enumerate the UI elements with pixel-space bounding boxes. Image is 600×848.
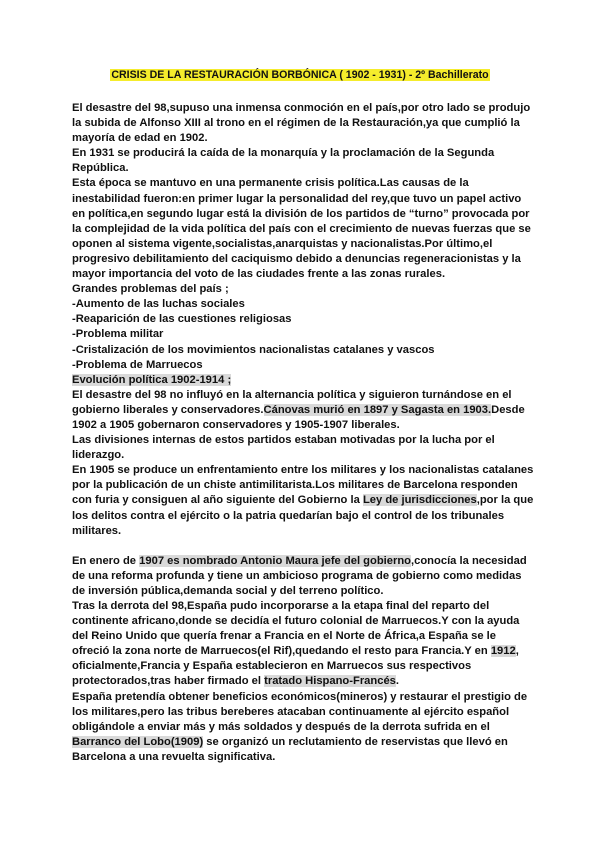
marruecos-text-a: Tras la derrota del 98,España pudo incorporarse a la etapa final del reparto del continente africano,donde se decidía el futuro colonial de Marruecos.Y con la ayuda del Reino Unido que quería frenar a Francia en el Norte de África,a España se le ofreció la zona norte de Marruecos(el Rif),quedando el resto para Francia.Y en: [72, 600, 520, 658]
paragraph-divisiones: Las divisiones internas de estos partidos estaban motivadas por la lucha por el liderazgo.: [72, 434, 495, 462]
paragraph-causes: Esta época se mantuvo en una permanente crisis política.Las causas de la inestabilidad fueron:en primer lugar la personalidad del rey,que tuvo un papel activo en política,en segundo lugar está la división de los partidos de “turno” provocada por la complejidad de la vida política del país con el crecimiento de nuevas fuerzas que se oponen al sistema vigente,socialistas,anarquistas y nacionalistas.Por último,el progresivo debilitamiento del caciquismo debido a denuncias regeneracionistas y la mayor importancia del voto de las ciudades frente a las zonas rurales.: [72, 177, 531, 281]
maura-text-a: En enero de: [72, 554, 140, 567]
alternancia-text-b: Desde 1902 a 1905 gobernaron conservadores y 1905-1907 liberales.: [72, 403, 525, 431]
blank-line: [72, 539, 534, 554]
highlight-tratado: tratado Hispano-Francés: [264, 675, 396, 688]
evolution-heading-text: Evolución política 1902-1914 ;: [72, 373, 232, 386]
document-body: [72, 101, 534, 765]
problem-item: -Cristalización de los movimientos nacionalistas catalanes y vascos: [72, 343, 435, 356]
highlight-barranco-lobo: Barranco del Lobo(1909): [72, 735, 204, 748]
problems-heading: Grandes problemas del país ;: [72, 283, 229, 296]
p1905-text-a: En 1905 se produce un enfrentamiento entre los militares y los nacionalistas catalanes por la publicación de un chiste antimilitarista.Los militares de Barcelona responden con furia y consiguen al año siguiente del Gobierno la: [72, 464, 534, 507]
barranco-text-a: España pretendía obtener beneficios económicos(mineros) y restaurar el prestigio de los militares,pero las tribus bereberes atacaban continuamente al ejército español obligándole a enviar más y más soldados y después de la derrota sufrida en el: [72, 690, 528, 733]
problem-item: -Reaparición de las cuestiones religiosas: [72, 313, 292, 326]
alternancia-text-a: El desastre del 98 no influyó en la alternancia política y siguieron turnándose en el gobierno liberales y conservadores.: [72, 388, 512, 416]
document-title: [0, 69, 600, 82]
highlight-canovas-sagasta: Cánovas murió en 1897 y Sagasta en 1903.: [263, 403, 492, 416]
paragraph-maura: [72, 554, 534, 599]
p1905-text-b: ,por la que los delitos contra el ejército o la patria quedarían bajo el control de los tribunales militares.: [72, 494, 534, 537]
highlight-ley-jurisdicciones: Ley de jurisdicciones: [362, 494, 477, 507]
paragraph-1905: [72, 463, 534, 538]
barranco-text-b: se organizó un reclutamiento de reservistas que llevó en Barcelona a una revuelta significativa.: [72, 735, 508, 763]
marruecos-text-b: , oficialmente,Francia y España establecieron en Marruecos sus respectivos protectorados,tras haber firmado el: [72, 645, 519, 688]
highlight-maura: 1907 es nombrado Antonio Maura jefe del gobierno: [139, 554, 412, 567]
paragraph-barranco: [72, 690, 534, 765]
problem-item: -Aumento de las luchas sociales: [72, 298, 245, 311]
problem-item: -Problema de Marruecos: [72, 358, 203, 371]
title-text: CRISIS DE LA RESTAURACIÓN BORBÓNICA ( 1902 - 1931) - 2º Bachillerato: [111, 69, 489, 81]
maura-text-b: ,conocía la necesidad de una reforma profunda y tiene un ambicioso programa de gobierno como medidas de inversión pública,demanda social y del terreno político.: [72, 554, 527, 597]
paragraph-1931: En 1931 se producirá la caída de la monarquía y la proclamación de la Segunda República.: [72, 147, 495, 175]
highlight-1912: 1912: [490, 645, 516, 658]
problem-item: -Problema militar: [72, 328, 164, 341]
evolution-heading: [72, 373, 534, 388]
paragraph-marruecos: [72, 599, 534, 690]
marruecos-text-c: .: [395, 675, 400, 688]
paragraph-intro: El desastre del 98,supuso una inmensa conmoción en el país,por otro lado se produjo la subida de Alfonso XIII al trono en el régimen de la Restauración,ya que cumplió la mayoría de edad en 1902.: [72, 102, 531, 145]
paragraph-alternancia: [72, 388, 534, 433]
